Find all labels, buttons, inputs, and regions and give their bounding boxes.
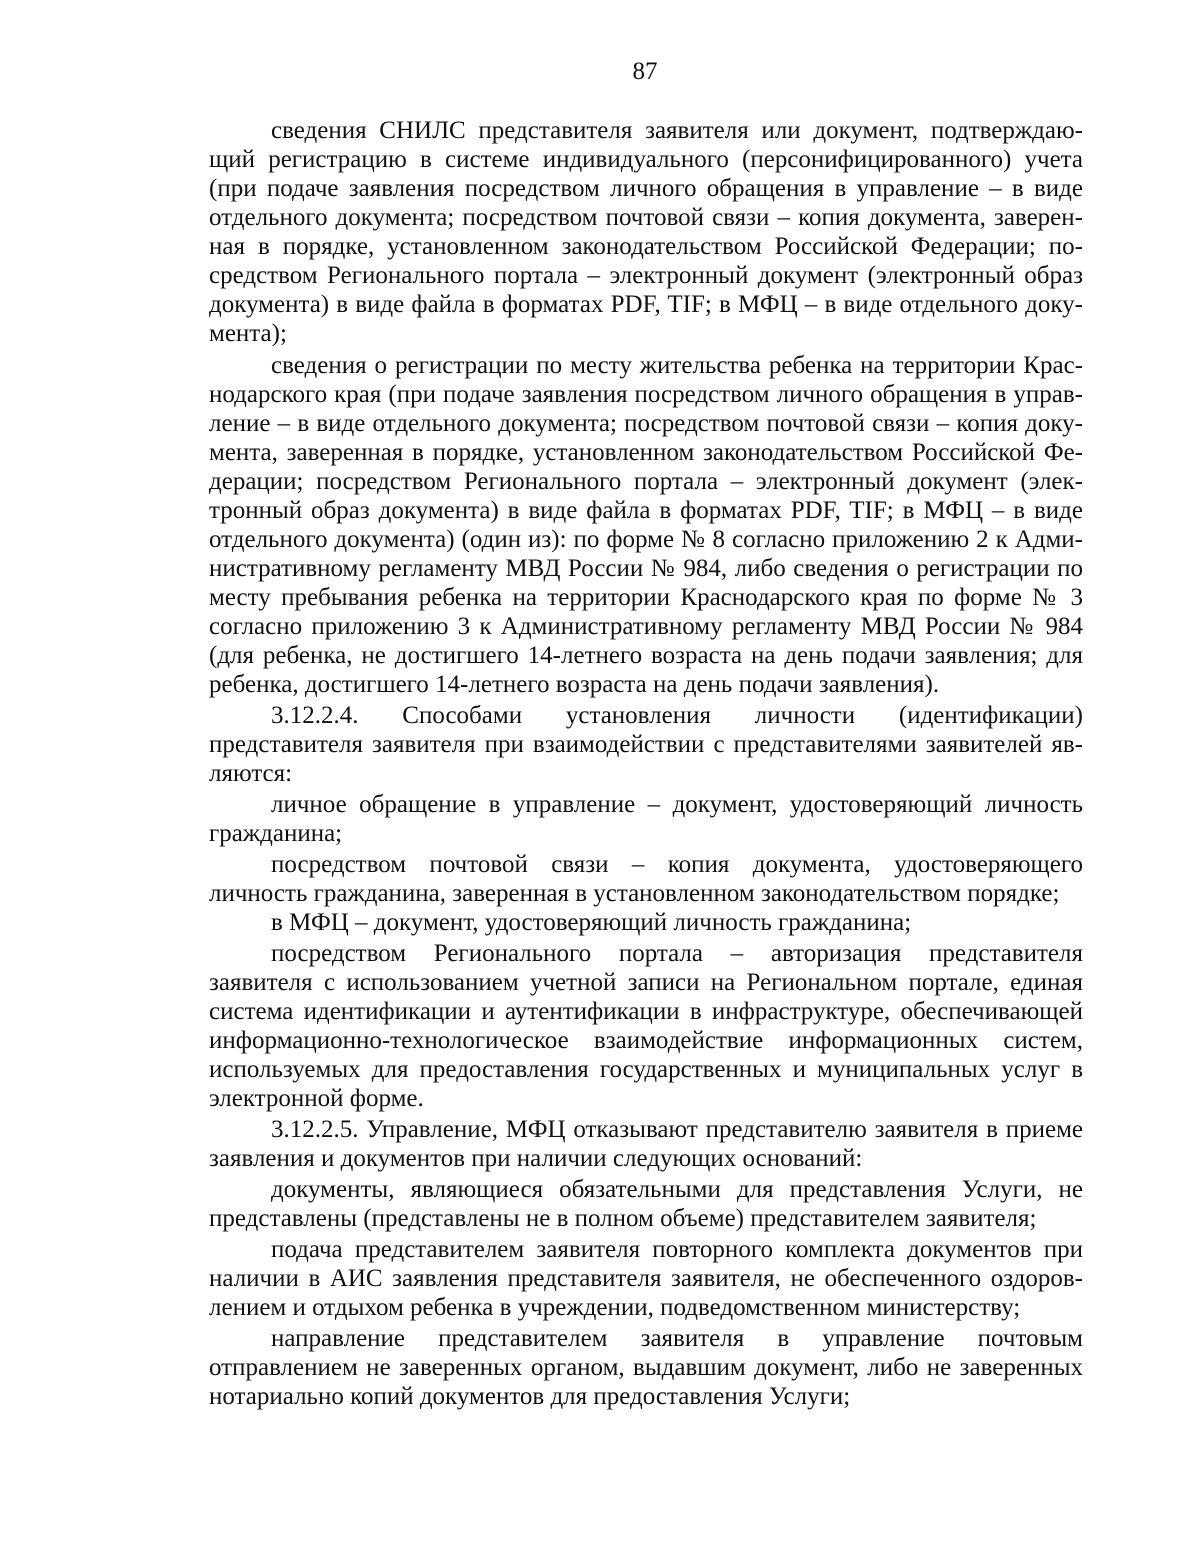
- section-heading-line: 3.12.2.5. Управление, МФЦ отказывают представителю заявителя в приеме: [271, 1116, 1083, 1143]
- text-line: личность гражданина, заверенная в установленном законодательством порядке;: [209, 880, 1060, 907]
- text-line: направление представителем заявителя в управление почтовым: [271, 1325, 1083, 1352]
- text-line: в МФЦ – документ, удостоверяющий личность гражданина;: [271, 909, 912, 936]
- text-line: нотариально копий документов для предоставления Услуги;: [209, 1383, 851, 1410]
- text-line: тронный образ документа) в виде файла в форматах PDF, TIF; в МФЦ – в виде: [209, 497, 1083, 524]
- text-line: представлены (представлены не в полном объеме) представителем заявителя;: [209, 1205, 1037, 1232]
- text-line: мента);: [209, 320, 287, 347]
- text-line: гражданина;: [209, 820, 343, 847]
- text-line: нодарского края (при подаче заявления посредством личного обращения в управ-: [209, 381, 1083, 408]
- text-line: отдельного документа; посредством почтовой связи – копия документа, заверен-: [209, 204, 1083, 231]
- text-line: используемых для предоставления государственных и муниципальных услуг в: [209, 1056, 1083, 1083]
- text-line: документы, являющиеся обязательными для представления Услуги, не: [271, 1176, 1083, 1203]
- text-line: ляются:: [209, 760, 293, 787]
- text-line: информационно-технологическое взаимодействие информационных систем,: [209, 1027, 1083, 1054]
- text-line: сведения о регистрации по месту жительства ребенка на территории Крас-: [271, 352, 1083, 379]
- page-number: 87: [632, 58, 658, 85]
- text-line: документа) в виде файла в форматах PDF, TIF; в МФЦ – в виде отдельного доку-: [209, 291, 1083, 318]
- text-line: электронной форме.: [209, 1085, 424, 1112]
- text-line: подача представителем заявителя повторного комплекта документов при: [271, 1236, 1083, 1263]
- text-line: сведения СНИЛС представителя заявителя или документ, подтверждаю-: [271, 117, 1083, 144]
- text-line: согласно приложению 3 к Административному регламенту МВД России № 984: [209, 613, 1083, 640]
- text-line: ребенка, достигшего 14-летнего возраста на день подачи заявления).: [209, 671, 940, 698]
- text-line: личное обращение в управление – документ, удостоверяющий личность: [271, 791, 1083, 818]
- text-line: наличии в АИС заявления представителя заявителя, не обеспеченного оздоров-: [209, 1265, 1083, 1292]
- text-line: щий регистрацию в системе индивидуального (персонифицированного) учета: [209, 146, 1083, 173]
- text-line: посредством Регионального портала – авторизация представителя: [271, 940, 1083, 967]
- section-heading-line: 3.12.2.4. Способами установления личности (идентификации): [271, 702, 1083, 729]
- text-line: ная в порядке, установленном законодательством Российской Федерации; по-: [209, 233, 1083, 260]
- text-line: (при подаче заявления посредством личного обращения в управление – в виде: [209, 175, 1083, 202]
- text-line: система идентификации и аутентификации в инфраструктуре, обеспечивающей: [209, 998, 1083, 1025]
- text-line: месту пребывания ребенка на территории Краснодарского края по форме № 3: [209, 584, 1083, 611]
- text-line: заявления и документов при наличии следующих оснований:: [209, 1145, 863, 1172]
- text-line: отдельного документа) (один из): по форме № 8 согласно приложению 2 к Адми-: [209, 526, 1083, 553]
- text-line: заявителя с использованием учетной записи на Региональном портале, единая: [209, 969, 1083, 996]
- text-line: представителя заявителя при взаимодействии с представителями заявителей яв-: [209, 731, 1083, 758]
- text-line: лением и отдыхом ребенка в учреждении, подведомственном министерству;: [209, 1294, 1021, 1321]
- text-line: мента, заверенная в порядке, установленном законодательством Российской Фе-: [209, 439, 1083, 466]
- text-line: нистративному регламенту МВД России № 984, либо сведения о регистрации по: [209, 555, 1083, 582]
- text-line: ление – в виде отдельного документа; посредством почтовой связи – копия доку-: [209, 410, 1083, 437]
- text-line: посредством почтовой связи – копия документа, удостоверяющего: [271, 851, 1083, 878]
- text-line: дерации; посредством Регионального портала – электронный документ (элек-: [209, 468, 1083, 495]
- text-line: средством Регионального портала – электронный документ (электронный образ: [209, 262, 1083, 289]
- text-line: отправлением не заверенных органом, выдавшим документ, либо не заверенных: [209, 1354, 1083, 1381]
- text-line: (для ребенка, не достигшего 14-летнего возраста на день подачи заявления; для: [209, 642, 1083, 669]
